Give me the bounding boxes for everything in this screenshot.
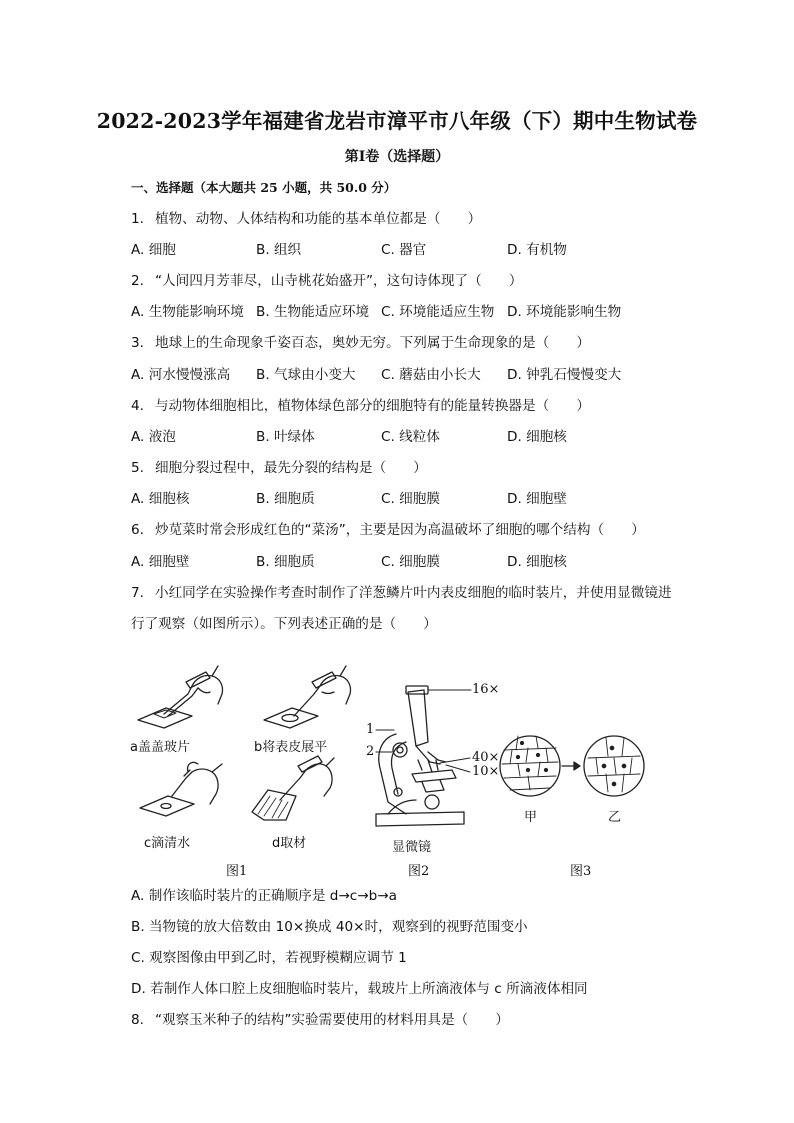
question-text: 与动物体细胞相比，植物体绿色部分的细胞特有的能量转换器是（ ） [155, 398, 590, 414]
question-text: 地球上的生命现象千姿百态，奥妙无穷。下列属于生命现象的是（ ） [155, 335, 590, 351]
question-7-option-b: B. 当物镜的放大倍数由 10×换成 40×时，观察到的视野范围变小 [131, 919, 528, 935]
part-2-label: 2 [366, 744, 375, 759]
figure-1-caption: 图1 [226, 864, 248, 879]
question-7-option-a: A. 制作该临时装片的正确顺序是 d→c→b→a [131, 888, 397, 904]
figure-drawing [126, 664, 646, 880]
option-a: A. 细胞 [131, 242, 176, 258]
question-8 [131, 1008, 509, 1028]
question-number: 1. [131, 211, 144, 227]
question-text: “观察玉米种子的结构”实验需要使用的材料用具是（ ） [155, 1012, 509, 1028]
exam-title: 2022-2023学年福建省龙岩市漳平市八年级（下）期中生物试卷 [96, 109, 698, 133]
question-7-continued [131, 612, 437, 632]
step-a-label: a盖盖玻片 [130, 740, 190, 755]
question-text: 行了观察（如图所示）。下列表述正确的是（ ） [131, 616, 437, 632]
question-number: 2. [131, 273, 144, 289]
section-heading: 一、选择题（本大题共 25 小题，共 50.0 分） [131, 180, 397, 195]
question-number: 5. [131, 460, 144, 476]
question-text: 小红同学在实验操作考查时制作了洋葱鳞片叶内表皮细胞的临时装片，并使用显微镜进 [155, 585, 672, 601]
option-b: B. 叶绿体 [256, 429, 315, 445]
question-text: 植物、动物、人体结构和功能的基本单位都是（ ） [155, 211, 482, 227]
field-of-view-jia-illustration [500, 736, 560, 796]
question-2 [131, 269, 523, 289]
question-number: 3. [131, 335, 144, 351]
field-of-view-yi-illustration [584, 736, 644, 796]
step-d-illustration [252, 756, 334, 820]
question-7-option-d: D. 若制作人体口腔上皮细胞临时装片，载玻片上所滴液体与 c 所滴液体相同 [131, 981, 588, 997]
option-d: D. 钟乳石慢慢变大 [507, 367, 622, 383]
question-1 [131, 207, 481, 227]
question-text: 细胞分裂过程中，最先分裂的结构是（ ） [155, 460, 427, 476]
option-d: D. 环境能影响生物 [507, 304, 622, 320]
option-d: D. 细胞核 [507, 429, 567, 445]
question-7-option-c: C. 观察图像由甲到乙时，若视野模糊应调节 1 [131, 950, 407, 966]
question-4 [131, 394, 590, 414]
question-7 [131, 581, 672, 601]
question-7-figure [126, 664, 646, 880]
option-b: B. 组织 [256, 242, 302, 258]
option-a: A. 细胞核 [131, 491, 190, 507]
option-c: C. 环境能适应生物 [381, 304, 495, 320]
option-b: B. 气球由小变大 [256, 367, 356, 383]
view-yi-label: 乙 [608, 810, 622, 825]
question-5 [131, 456, 427, 476]
figure-2-caption: 图2 [408, 864, 430, 879]
figure-3-caption: 图3 [570, 864, 592, 879]
question-text: 炒苋菜时常会形成红色的“菜汤”，主要是因为高温破坏了细胞的哪个结构（ ） [155, 522, 645, 538]
option-c: C. 蘑菇由小长大 [381, 367, 481, 383]
option-a: A. 河水慢慢涨高 [131, 367, 231, 383]
objective-10-label: 10× [472, 764, 500, 779]
question-number: 4. [131, 398, 144, 414]
question-number: 6. [131, 522, 144, 538]
option-d: D. 有机物 [507, 242, 567, 258]
option-a: A. 生物能影响环境 [131, 304, 244, 320]
option-a: A. 液泡 [131, 429, 176, 445]
step-b-label: b将表皮展平 [254, 740, 328, 755]
option-c: C. 线粒体 [381, 429, 440, 445]
option-d: D. 细胞核 [507, 554, 567, 570]
view-jia-label: 甲 [524, 810, 538, 825]
part-1-label: 1 [366, 722, 375, 737]
step-a-illustration [138, 666, 223, 728]
step-d-label: d取材 [272, 836, 307, 851]
question-6 [131, 518, 645, 538]
option-b: B. 细胞质 [256, 554, 315, 570]
eyepiece-label: 16× [472, 682, 500, 697]
option-d: D. 细胞壁 [507, 491, 567, 507]
question-number: 8. [131, 1012, 144, 1028]
option-a: A. 细胞壁 [131, 554, 190, 570]
option-c: C. 细胞膜 [381, 554, 440, 570]
option-c: C. 器官 [381, 242, 427, 258]
volume-heading: 第I卷（选择题） [344, 149, 450, 165]
option-b: B. 细胞质 [256, 491, 315, 507]
option-c: C. 细胞膜 [381, 491, 440, 507]
step-c-illustration [140, 762, 222, 816]
microscope-illustration [376, 686, 464, 826]
step-b-illustration [264, 666, 351, 728]
question-3 [131, 331, 590, 351]
objective-40-label: 40× [472, 750, 500, 765]
question-number: 7. [131, 585, 144, 601]
option-b: B. 生物能适应环境 [256, 304, 370, 320]
microscope-label: 显微镜 [392, 840, 432, 855]
question-text: “人间四月芳菲尽，山寺桃花始盛开”，这句诗体现了（ ） [155, 273, 523, 289]
step-c-label: c滴清水 [144, 836, 191, 851]
